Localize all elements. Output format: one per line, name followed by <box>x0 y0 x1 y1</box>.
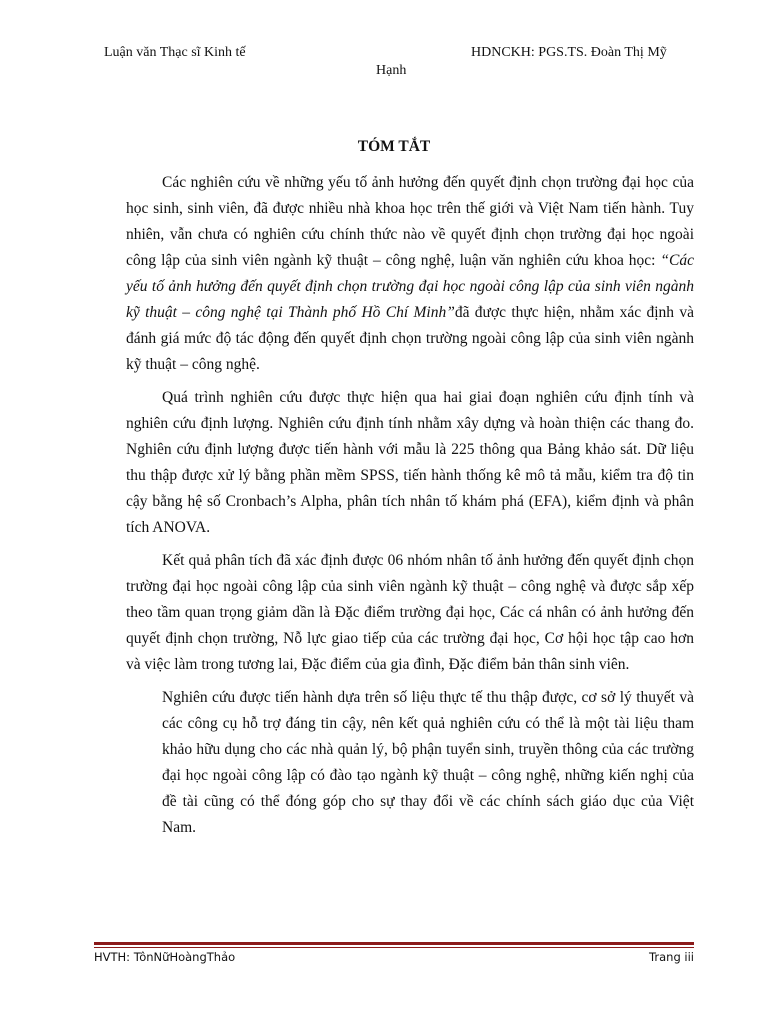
page-title: TÓM TẮT <box>357 138 431 155</box>
paragraph-4: Nghiên cứu được tiến hành dựa trên số liệu thực tế thu thập được, cơ sở lý thuyết và các công cụ hỗ trợ đáng tin cậy, nên kết quả nghiên cứu có thể là một tài liệu tham khảo hữu dụng cho các nhà quản lý, bộ phận tuyển sinh, truyền thông của các trường đại học ngoài công lập có đào tạo ngành kỹ thuật – công nghệ, những kiến nghị của đề tài cũng có thể đóng góp cho sự thay đổi về các chính sách giáo dục của Việt Nam. <box>162 689 694 836</box>
paragraph-3: Kết quả phân tích đã xác định được 06 nhóm nhân tố ảnh hưởng đến quyết định chọn trường đại học ngoài công lập của sinh viên ngành kỹ thuật – công nghệ và được sắp xếp theo tầm quan trọng giảm dần là Đặc điểm trường đại học, Các cá nhân có ảnh hưởng đến quyết định chọn trường, Nỗ lực giao tiếp của các trường đại học, Cơ hội học tập cao hơn và việc làm trong tương lai, Đặc điểm của gia đình, Đặc điểm bản thân sinh viên. <box>126 552 694 673</box>
abstract-body <box>126 170 694 848</box>
paragraph-1 <box>126 170 694 378</box>
header-supervisor-continued: Hạnh <box>376 63 407 78</box>
paragraph-1-conclusion: đã được thực hiện, nhằm xác định và đánh giá mức độ tác động đến quyết định chọn trường ngoài công lập của sinh viên ngành kỹ thuật – công nghệ. <box>126 304 695 373</box>
footer-divider-thin <box>94 947 694 948</box>
footer-divider <box>94 942 694 948</box>
header-thesis-label: Luận văn Thạc sĩ Kinh tế <box>104 45 246 60</box>
thesis-title-quote: “Các yếu tố ảnh hưởng đến quyết định chọn trường đại học ngoài công lập của sinh viên ngành kỹ thuật – công nghệ tại Thành phố Hồ Chí Minh” <box>126 252 694 321</box>
header-supervisor: HDNCKH: PGS.TS. Đoàn Thị Mỹ <box>471 45 667 60</box>
paragraph-1-intro: Các nghiên cứu về những yếu tố ảnh hưởng đến quyết định chọn trường đại học của học sinh, sinh viên, đã được nhiều nhà khoa học trên thế giới và Việt Nam tiến hành. Tuy nhiên, vẫn chưa có nghiên cứu chính thức nào về quyết định chọn trường đại học ngoài công lập của sinh viên ngành kỹ thuật – công nghệ, luận văn nghiên cứu khoa học: <box>126 174 694 269</box>
footer-divider-thick <box>94 942 694 945</box>
paragraph-2: Quá trình nghiên cứu được thực hiện qua hai giai đoạn nghiên cứu định tính và nghiên cứu định lượng. Nghiên cứu định tính nhằm xây dựng và hoàn thiện các thang đo. Nghiên cứu định lượng được tiến hành với mẫu là 225 thông qua Bảng khảo sát. Dữ liệu thu thập được xử lý bằng phần mềm SPSS, tiến hành thống kê mô tả mẫu, kiểm tra độ tin cậy bằng hệ số Cronbach’s Alpha, phân tích nhân tố khám phá (EFA), kiểm định và phân tích ANOVA. <box>126 389 694 536</box>
footer-author: HVTH: TônNữHoàngThảo <box>94 950 236 964</box>
page-number: Trang iii <box>649 950 694 964</box>
